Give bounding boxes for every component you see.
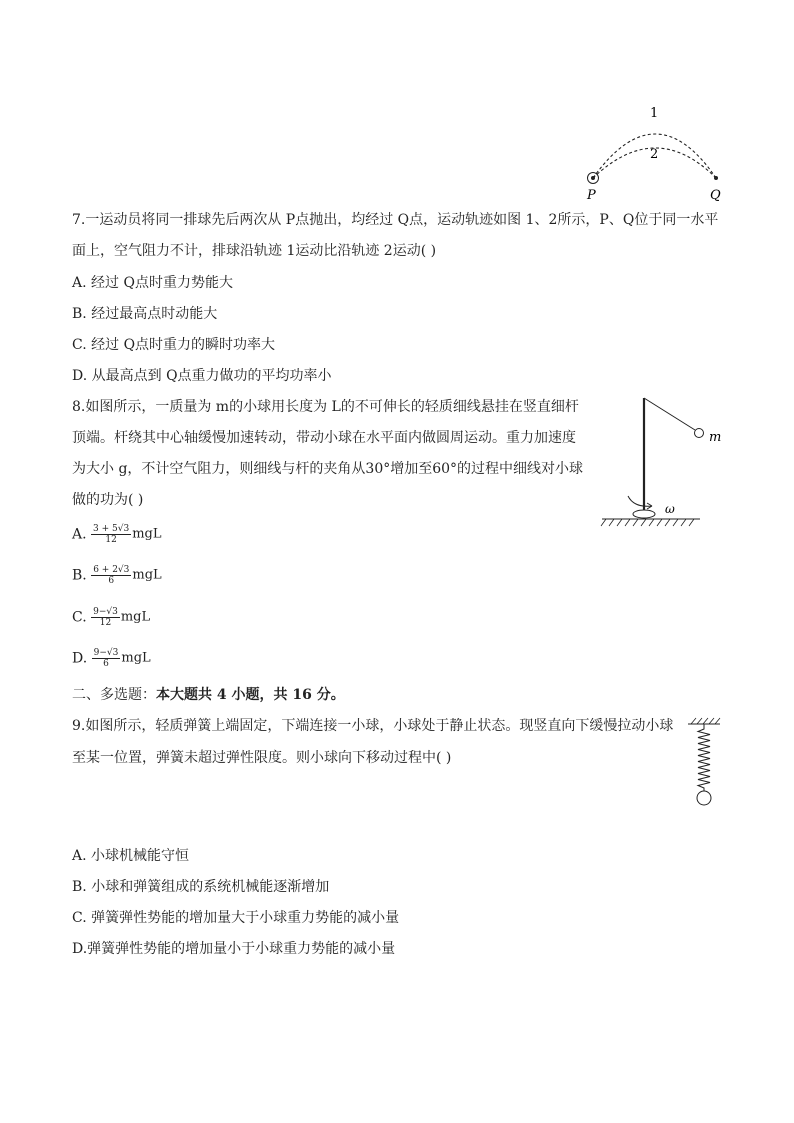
spring bbox=[698, 724, 710, 791]
label-q: Q bbox=[710, 188, 721, 203]
rotating-rod-figure bbox=[598, 392, 738, 532]
q9-option-d: D.弹簧弹性势能的增加量小于小球重力势能的减小量 bbox=[72, 941, 396, 957]
string bbox=[644, 398, 695, 430]
ground-hatch bbox=[601, 519, 694, 526]
fraction: $\frac{9-√3}{6}$ bbox=[93, 648, 119, 669]
option-prefix: C. bbox=[72, 609, 87, 626]
q7-stem-line1: 7.一运动员将同一排球先后两次从 P点抛出，均经过 Q点，运动轨迹如图 1、2所示，P、Q位于同一水平 bbox=[72, 212, 719, 228]
q7-option-a: A. 经过 Q点时重力势能大 bbox=[72, 275, 233, 291]
q7-stem-line2: 面上，空气阻力不计，排球沿轨迹 1运动比沿轨迹 2运动( ) bbox=[72, 243, 437, 259]
spring-figure bbox=[684, 714, 724, 809]
q8-stem-line2: 顶端。杆绕其中心轴缓慢加速转动，带动小球在水平面内做圆周运动。重力加速度 bbox=[72, 430, 576, 446]
q9-option-b: B. 小球和弹簧组成的系统机械能逐渐增加 bbox=[72, 879, 330, 895]
label-1: 1 bbox=[650, 106, 659, 121]
q7-option-c: C. 经过 Q点时重力的瞬时功率大 bbox=[72, 337, 276, 353]
q8-stem-line4: 做的功为( ) bbox=[72, 492, 144, 508]
fraction: $\frac{9-√3}{12}$ bbox=[93, 607, 118, 628]
label-m: m bbox=[709, 430, 722, 445]
fraction: $\frac{6 + 2√3}{6}$ bbox=[93, 565, 130, 586]
label-2: 2 bbox=[650, 147, 659, 162]
q9-stem-line2: 至某一位置，弹簧未超过弹性限度。则小球向下移动过程中( ) bbox=[72, 750, 452, 766]
rotation-arrow bbox=[628, 496, 652, 506]
q9-stem-line1: 9.如图所示，轻质弹簧上端固定，下端连接一小球，小球处于静止状态。现竖直向下缓慢拉动小球 bbox=[72, 718, 674, 734]
trajectory-figure bbox=[578, 100, 738, 205]
point-p bbox=[591, 176, 595, 180]
base-disc bbox=[633, 510, 655, 518]
q8-option-b: B. $\frac{6 + 2√3}{6}$ mgL bbox=[72, 565, 162, 586]
option-prefix: A. bbox=[72, 526, 87, 543]
label-omega: ω bbox=[665, 502, 675, 516]
q8-option-c: C. $\frac{9-√3}{12}$ mgL bbox=[72, 607, 151, 628]
option-prefix: B. bbox=[72, 567, 87, 584]
q8-option-d: D. $\frac{9-√3}{6}$ mgL bbox=[72, 648, 151, 669]
fraction: $\frac{3 + 5√3}{12}$ bbox=[93, 524, 130, 545]
ball bbox=[697, 791, 711, 805]
q7-option-d: D. 从最高点到 Q点重力做功的平均功率小 bbox=[72, 368, 332, 384]
q8-option-a: A. $\frac{3 + 5√3}{12}$ mgL bbox=[72, 524, 162, 545]
q8-stem-line3: 为大小 g，不计空气阻力，则细线与杆的夹角从30°增加至60°的过程中细线对小球 bbox=[72, 461, 584, 477]
label-p: P bbox=[587, 188, 596, 203]
section-heading: 二、多选题：本大题共 4 小题，共 16 分。 bbox=[72, 687, 345, 703]
q7-option-b: B. 经过最高点时动能大 bbox=[72, 306, 218, 322]
ceiling-hatch bbox=[691, 718, 720, 724]
point-q bbox=[714, 176, 718, 180]
q8-stem-line1: 8.如图所示，一质量为 m的小球用长度为 L的不可伸长的轻质细线悬挂在竖直细杆 bbox=[72, 399, 579, 415]
ball-m bbox=[695, 429, 704, 438]
option-prefix: D. bbox=[72, 650, 88, 667]
q9-option-a: A. 小球机械能守恒 bbox=[72, 848, 190, 864]
q9-option-c: C. 弹簧弹性势能的增加量大于小球重力势能的减小量 bbox=[72, 910, 400, 926]
